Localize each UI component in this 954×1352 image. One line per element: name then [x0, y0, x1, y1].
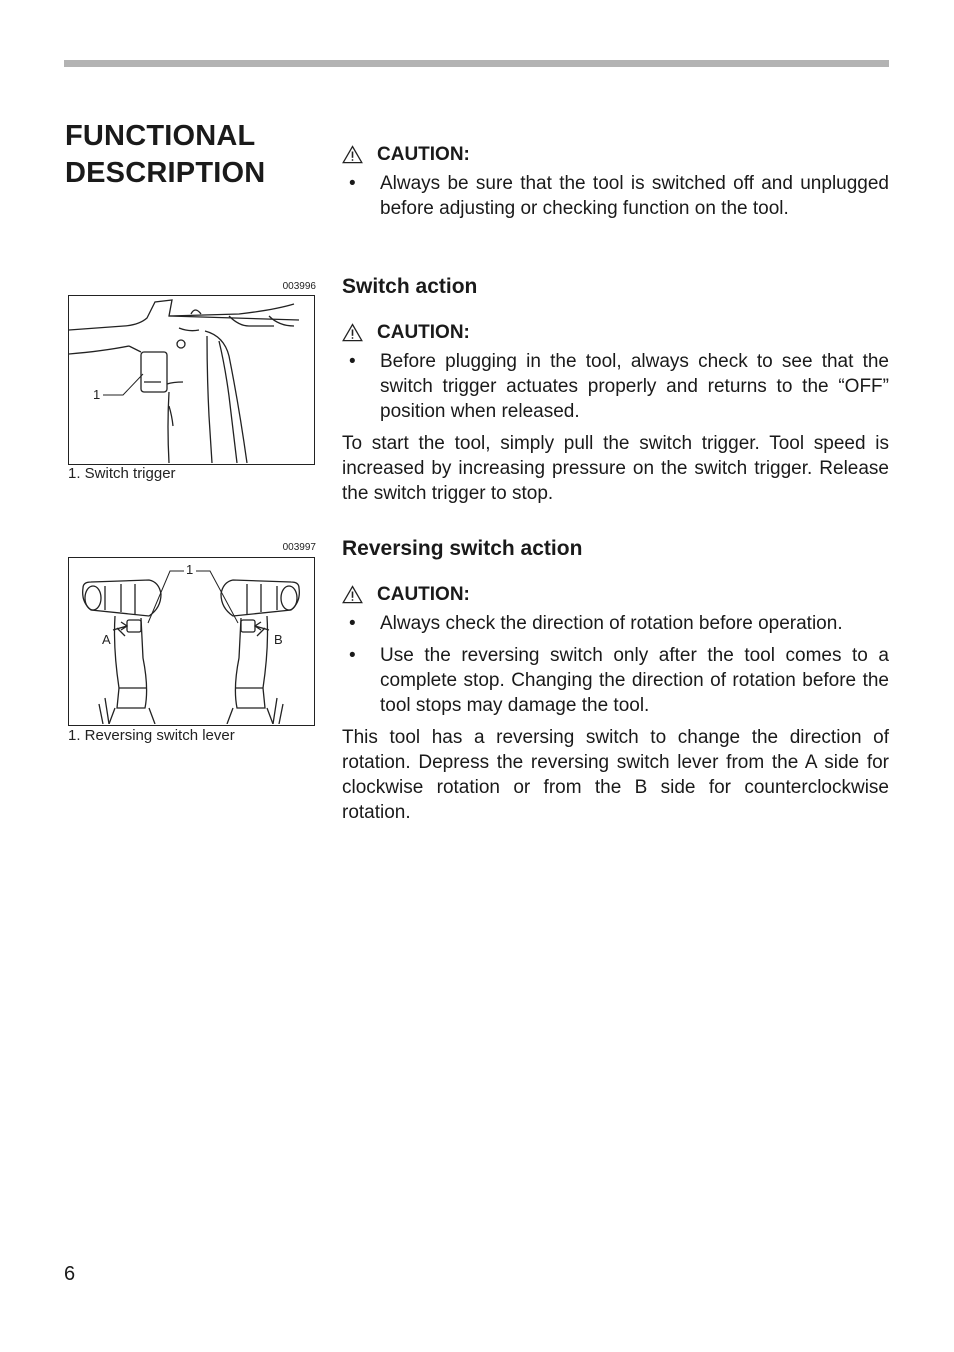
switch-action-section [342, 274, 889, 506]
callout-leader-line [103, 370, 145, 400]
caution-heading: CAUTION: [342, 142, 889, 167]
section-title: Switch action [342, 275, 478, 298]
figure-callout: 1 [186, 562, 194, 577]
figure-callout: 1 [93, 387, 101, 402]
warning-triangle-icon [342, 323, 363, 342]
figure-code: 003996 [282, 281, 316, 292]
warning-triangle-icon [342, 145, 363, 164]
side-a-label: A [102, 632, 111, 647]
bullet-item: • Use the reversing switch only after the tool comes to a complete stop. Changing the direction of rotation before the tool stops may damage the tool. [342, 643, 889, 718]
caution-heading: CAUTION: [342, 320, 889, 345]
body-paragraph: This tool has a reversing switch to change the direction of rotation. Depress the reversing switch lever from the A side for clockwise rotation or from the B side for counterclockwise rotation. [342, 727, 889, 823]
figure-caption: 1. Reversing switch lever [68, 727, 235, 744]
warning-triangle-icon [342, 585, 363, 604]
callout-leader-lines [140, 568, 250, 628]
caution-bullets [342, 611, 889, 718]
page-number: 6 [64, 1263, 76, 1285]
bullet-item: • Before plugging in the tool, always check to see that the switch trigger actuates properly and returns to the “OFF” position when released. [342, 349, 889, 424]
intro-caution [342, 142, 889, 228]
bullet-item: • Always check the direction of rotation before operation. [342, 611, 889, 636]
figure-caption: 1. Switch trigger [68, 465, 176, 482]
section-title: Reversing switch action [342, 537, 583, 560]
caution-bullets [342, 349, 889, 424]
body-paragraph: To start the tool, simply pull the switch trigger. Tool speed is increased by increasing pressure on the switch trigger. Release the switch trigger to stop. [342, 433, 889, 504]
side-b-label: B [274, 632, 283, 647]
bullet-item: • Always be sure that the tool is switched off and unplugged before adjusting or checking function on the tool. [342, 171, 889, 221]
figure-code: 003997 [282, 542, 316, 553]
page-title: FUNCTIONAL DESCRIPTION [65, 120, 266, 189]
caution-bullets [342, 171, 889, 221]
header-rule [64, 60, 889, 67]
reversing-switch-section [342, 536, 889, 825]
caution-heading: CAUTION: [342, 582, 889, 607]
